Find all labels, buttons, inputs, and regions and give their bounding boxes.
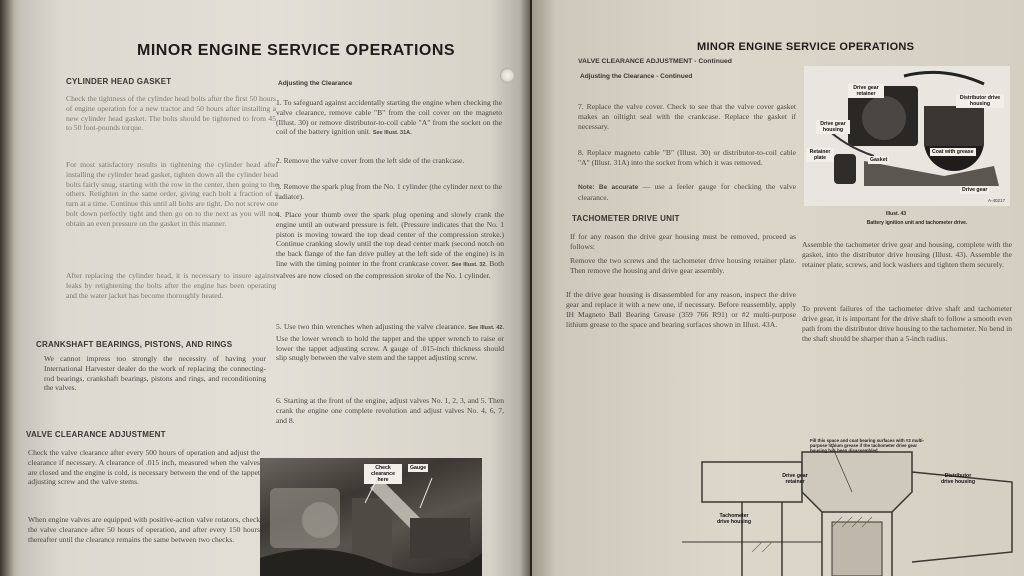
callout-coat-with-grease: Coat with grease	[932, 149, 974, 155]
adjusting-clearance-heading: Adjusting the Clearance	[278, 80, 353, 87]
callout-gasket: Gasket	[870, 157, 888, 163]
paragraph: If for any reason the drive gear housing must be removed, proceed as follows:	[570, 232, 796, 251]
cylinder-head-gasket-heading: CYLINDER HEAD GASKET	[66, 77, 172, 86]
right-page	[532, 0, 1024, 576]
valve-clearance-heading: VALVE CLEARANCE ADJUSTMENT	[26, 430, 166, 439]
cutaway-drawing	[682, 432, 1024, 576]
illustration-43-caption: Battery ignition unit and tachometer drive.	[866, 220, 968, 226]
valve-clearance-photo	[260, 458, 482, 576]
gauge-label: Gauge	[410, 465, 427, 471]
grease-fill-note: Fill this space and coat bearing surfaces with #2 multi-purpose lithium grease if the tachometer drive gear housing has been disassembled.	[810, 438, 924, 453]
step-6: 6. Starting at the front of the engine, adjust valves No. 1, 2, 3, and 5. Then crank the engine one complete revolution and adjust valves No. 4, 6, 7, and 8.	[276, 396, 504, 425]
illustration-43-number: Illust. 43	[886, 211, 907, 217]
step-3: 3. Remove the spark plug from the No. 1 cylinder (the cylinder next to the radiator).	[276, 182, 502, 201]
illustration-43a	[682, 432, 1024, 576]
step-7: 7. Replace the valve cover. Check to see that the valve cover gasket makes an oiltight seal with the crankcase. Replace the gasket if necessary.	[578, 102, 796, 131]
step-4: 4. Place your thumb over the spark plug opening and slowly crank the engine until an outward pressure is felt. (Pressure indicates that the No. 1 piston is moving toward the top dead center of the compression stroke.) Continue cranking slowly until the top dead center mark (second notch on the back flange of the fan drive pulley at the left side of the engine) is in line with the timing pointer in the front crankcase cover. See Illust. 32. Both valves are now closed on the compression stroke of the No. 1 cylinder.	[276, 210, 504, 280]
crankshaft-heading: CRANKSHAFT BEARINGS, PISTONS, AND RINGS	[36, 340, 233, 349]
paragraph: Check the tightness of the cylinder head bolts after the first 50 hours of engine operation for a new tractor and 50 hours after installing a new cylinder head gasket. The bolts should be tightened to from 45 to 50 foot-pounds torque.	[66, 94, 276, 133]
continued-subheading: Adjusting the Clearance - Continued	[580, 73, 693, 80]
illustration-code: A-40217	[988, 198, 1006, 203]
step-2: 2. Remove the valve cover from the left side of the crankcase.	[276, 156, 465, 165]
right-page-title: MINOR ENGINE SERVICE OPERATIONS	[697, 41, 915, 53]
paragraph: We cannot impress too strongly the necessity of having your International Harvester dealer do the work of replacing the connecting-rod bearings, crankshaft bearings, pistons and rings, and reconditioning the valves.	[44, 354, 266, 393]
page-stack-edge	[0, 0, 24, 576]
paragraph: After replacing the cylinder head, it is necessary to insure against leaks by retightening the bolts after the engine has been operating and the water jacket has become thoroughly heated.	[66, 271, 276, 300]
illustration-43	[804, 66, 1010, 206]
callout-distributor-drive-housing-43a: Distributor drive housing	[940, 473, 975, 485]
paragraph: To prevent failures of the tachometer drive shaft and tachometer drive gear, it is important for the drive shaft to follow a smooth even path from the distributor drive housing to the tachometer. No bend in the shaft should be sharper than a 5-inch radius.	[802, 304, 1012, 343]
check-clearance-label: Check clearance here	[364, 464, 402, 484]
continued-heading: VALVE CLEARANCE ADJUSTMENT - Continued	[578, 58, 732, 65]
tachometer-photo-graphic	[804, 66, 1010, 206]
left-page	[22, 0, 530, 576]
paragraph: Remove the two screws and the tachometer drive housing retainer plate. Then remove the housing and drive gear assembly.	[570, 256, 796, 275]
tachometer-heading: TACHOMETER DRIVE UNIT	[572, 214, 680, 223]
step-1: 1. To safeguard against accidentally starting the engine when checking the valve clearance, remove cable "B" from the coil cover on the magneto (Illust. 30) or remove distributor-to-coil cable "A" from the socket on the coil of the battery ignition unit. See Illust. 31A.	[276, 98, 502, 137]
left-page-title: MINOR ENGINE SERVICE OPERATIONS	[137, 42, 456, 59]
paragraph: For most satisfactory results in tightening the cylinder head after installing the cylinder head gasket, tighten down all the cylinder head bolts fairly snug, starting with the row in the center, then going to the others. Retighten in the same order, giving each bolt a fraction of a turn at a time. Continue this until all bolts are tight. Do not screw one bolt down perfectly tight and then go on to the next as you will not obtain an even pressure on the gasket in this manner.	[66, 160, 278, 228]
callout-drive-gear-retainer: Drive gear retainer	[848, 84, 884, 98]
step-5: 5. Use two thin wrenches when adjusting the valve clearance. See Illust. 42. Use the lower wrench to hold the tappet and the upper wrench to raise or lower the tappet adjusting screw. A gauge of .015-inch thickness should slip snugly between the valve stem and the tappet adjusting screw.	[276, 322, 504, 363]
paragraph: If the drive gear housing is disassembled for any reason, inspect the drive gear and replace it with a new one, if necessary. Before reassembly, apply IH Magneto Ball Bearing Grease (359 766 R91) or #2 multi-purpose lithium grease to the space and bearing surfaces shown in Illust. 43A.	[566, 290, 796, 329]
callout-retainer-plate: Retainer plate	[806, 148, 834, 162]
paragraph: When engine valves are equipped with positive-action valve rotators, check the valve clearance after 50 hours of operation, and after every 150 hours thereafter until the clearance remains the same between two checks.	[28, 515, 260, 544]
paragraph: Assemble the tachometer drive gear and housing, complete with the gasket, into the distributor drive housing (Illust. 43). Assemble the retainer plate, screws, and lock washers and tighten them securely.	[802, 240, 1012, 269]
callout-drive-gear: Drive gear	[962, 187, 988, 193]
step-8: 8. Replace magneto cable "B" (Illust. 30) or distributor-to-coil cable "A" (Illust. 31A) into the socket from which it was removed.	[578, 148, 796, 167]
callout-tachometer-drive-housing: Tachometer drive housing	[716, 513, 751, 525]
callout-drive-gear-housing: Drive gear housing	[816, 120, 850, 134]
paragraph: Check the valve clearance after every 500 hours of operation and adjust the clearance if necessary. A clearance of .015 inch, measured when the valves are closed and the engine is cold, is necessary between the end of the tappet adjusting screw and the valve stems.	[28, 448, 260, 487]
callout-distributor-drive-housing: Distributor drive housing	[956, 94, 1004, 108]
binder-hole	[500, 68, 515, 83]
accuracy-note: Note: Be accurate — use a feeler gauge for checking the valve clearance.	[578, 182, 797, 202]
callout-drive-gear-retainer-43a: Drive gear retainer	[782, 473, 808, 485]
